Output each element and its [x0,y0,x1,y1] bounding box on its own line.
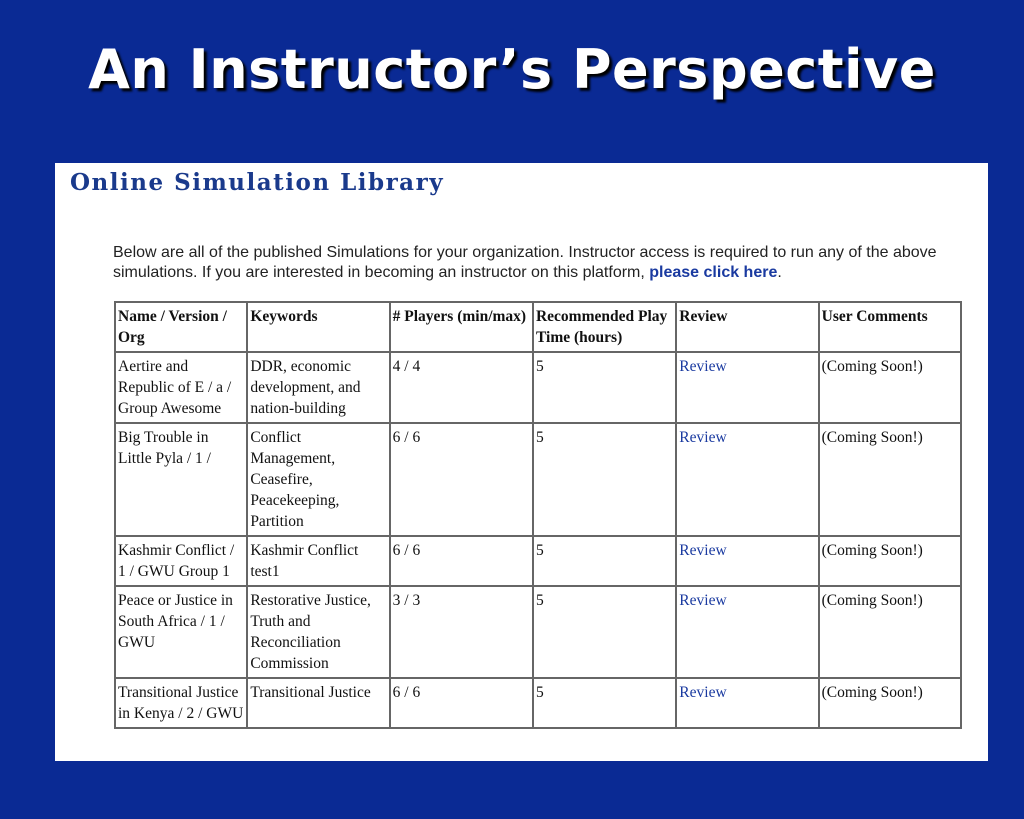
cell-play-time: 5 [533,423,676,536]
cell-comments: (Coming Soon!) [819,678,961,728]
review-link[interactable]: Review [679,542,727,559]
library-screenshot [55,163,988,761]
review-link[interactable]: Review [679,684,727,701]
header-play-time: Recommended Play Time (hours) [533,302,676,352]
cell-review [676,678,818,728]
cell-keywords: Transitional Justice [247,678,389,728]
cell-comments: (Coming Soon!) [819,536,961,586]
cell-keywords: Restorative Justice, Truth and Reconciliation Commission [247,586,389,678]
table-header-row [115,302,961,352]
cell-review [676,536,818,586]
cell-play-time: 5 [533,352,676,423]
cell-keywords: DDR, economic development, and nation-building [247,352,389,423]
header-review: Review [676,302,818,352]
cell-comments: (Coming Soon!) [819,352,961,423]
cell-play-time: 5 [533,586,676,678]
header-name: Name / Version / Org [115,302,247,352]
slide-title: An Instructor’s Perspective [88,38,936,101]
table-row [115,536,961,586]
cell-keywords: Kashmir Conflict test1 [247,536,389,586]
table-row [115,678,961,728]
cell-play-time: 5 [533,678,676,728]
cell-review [676,423,818,536]
cell-name: Kashmir Conflict / 1 / GWU Group 1 [115,536,247,586]
instructor-signup-link[interactable]: please click here [649,264,778,281]
cell-review [676,352,818,423]
cell-players: 3 / 3 [390,586,533,678]
library-heading: Online Simulation Library [70,169,445,196]
cell-keywords: Conflict Management, Ceasefire, Peacekeeping, Partition [247,423,389,536]
simulations-table [114,301,962,729]
header-keywords: Keywords [247,302,389,352]
review-link[interactable]: Review [679,592,727,609]
cell-players: 6 / 6 [390,423,533,536]
cell-players: 4 / 4 [390,352,533,423]
intro-end: . [777,264,782,281]
cell-play-time: 5 [533,536,676,586]
cell-name: Peace or Justice in South Africa / 1 / GWU [115,586,247,678]
header-comments: User Comments [819,302,961,352]
cell-comments: (Coming Soon!) [819,423,961,536]
cell-comments: (Coming Soon!) [819,586,961,678]
intro-text: Below are all of the published Simulations for your organization. Instructor access is required to run any of the above simulations. If you are interested in becoming an instructor on this platform, [113,244,937,281]
table-row [115,352,961,423]
cell-name: Big Trouble in Little Pyla / 1 / [115,423,247,536]
cell-name: Aertire and Republic of E / a / Group Awesome [115,352,247,423]
table-row [115,423,961,536]
cell-players: 6 / 6 [390,678,533,728]
review-link[interactable]: Review [679,358,727,375]
review-link[interactable]: Review [679,429,727,446]
cell-name: Transitional Justice in Kenya / 2 / GWU [115,678,247,728]
header-players: # Players (min/max) [390,302,533,352]
intro-paragraph [113,243,983,283]
table-row [115,586,961,678]
cell-review [676,586,818,678]
cell-players: 6 / 6 [390,536,533,586]
